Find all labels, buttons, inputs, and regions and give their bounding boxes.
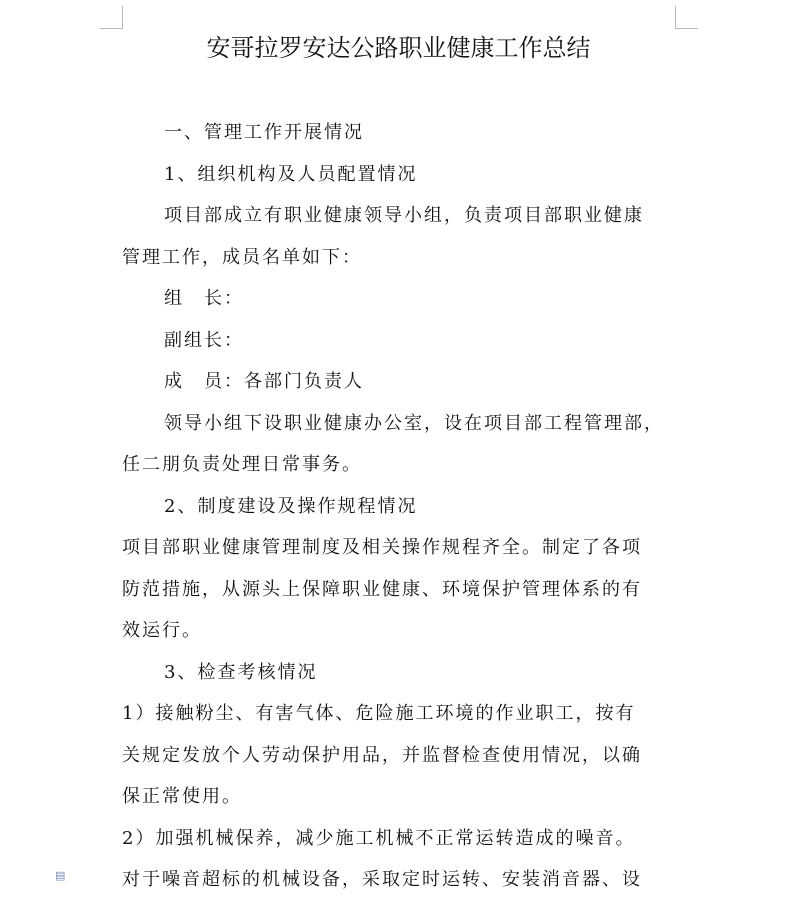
margin-corner-mark-left — [100, 6, 123, 29]
paragraph-line: 2）加强机械保养，减少施工机械不正常运转造成的噪音。 — [122, 827, 636, 849]
member-line-deputy: 副组长： — [164, 329, 244, 351]
paragraph-line: 项目部职业健康管理制度及相关操作规程齐全。制定了各项 — [122, 537, 642, 558]
member-line-members: 成 员：各部门负责人 — [164, 371, 364, 392]
subsection-heading: 3、检查考核情况 — [164, 661, 318, 683]
paragraph-line: 领导小组下设职业健康办公室，设在项目部工程管理部， — [164, 412, 664, 434]
document-title: 安哥拉罗安达公路职业健康工作总结 — [206, 34, 591, 62]
paragraph-line: 关规定发放个人劳动保护用品，并监督检查使用情况，以确 — [122, 744, 642, 766]
margin-corner-mark-right — [675, 6, 698, 29]
paragraph-line: 效运行。 — [122, 620, 202, 641]
paragraph-line: 保正常使用。 — [122, 786, 242, 807]
subsection-heading: 1、组织机构及人员配置情况 — [164, 163, 418, 185]
paragraph-line: 防范措施，从源头上保障职业健康、环境保护管理体系的有 — [122, 578, 642, 600]
paragraph-line: 对于噪音超标的机械设备，采取定时运转、安装消音器、设 — [122, 869, 642, 890]
member-line-leader: 组 长： — [164, 288, 244, 309]
paragraph-marker-icon[interactable]: ▤ — [55, 869, 66, 882]
paragraph-line: 任二朋负责处理日常事务。 — [122, 454, 362, 475]
document-body — [122, 112, 687, 901]
paragraph-line: 1）接触粉尘、有害气体、危险施工环境的作业职工，按有 — [122, 703, 636, 724]
paragraph-line: 管理工作，成员名单如下： — [122, 246, 362, 268]
section-heading: 一、管理工作开展情况 — [164, 122, 364, 143]
paragraph-line: 项目部成立有职业健康领导小组，负责项目部职业健康 — [164, 205, 644, 226]
subsection-heading: 2、制度建设及操作规程情况 — [164, 495, 418, 517]
